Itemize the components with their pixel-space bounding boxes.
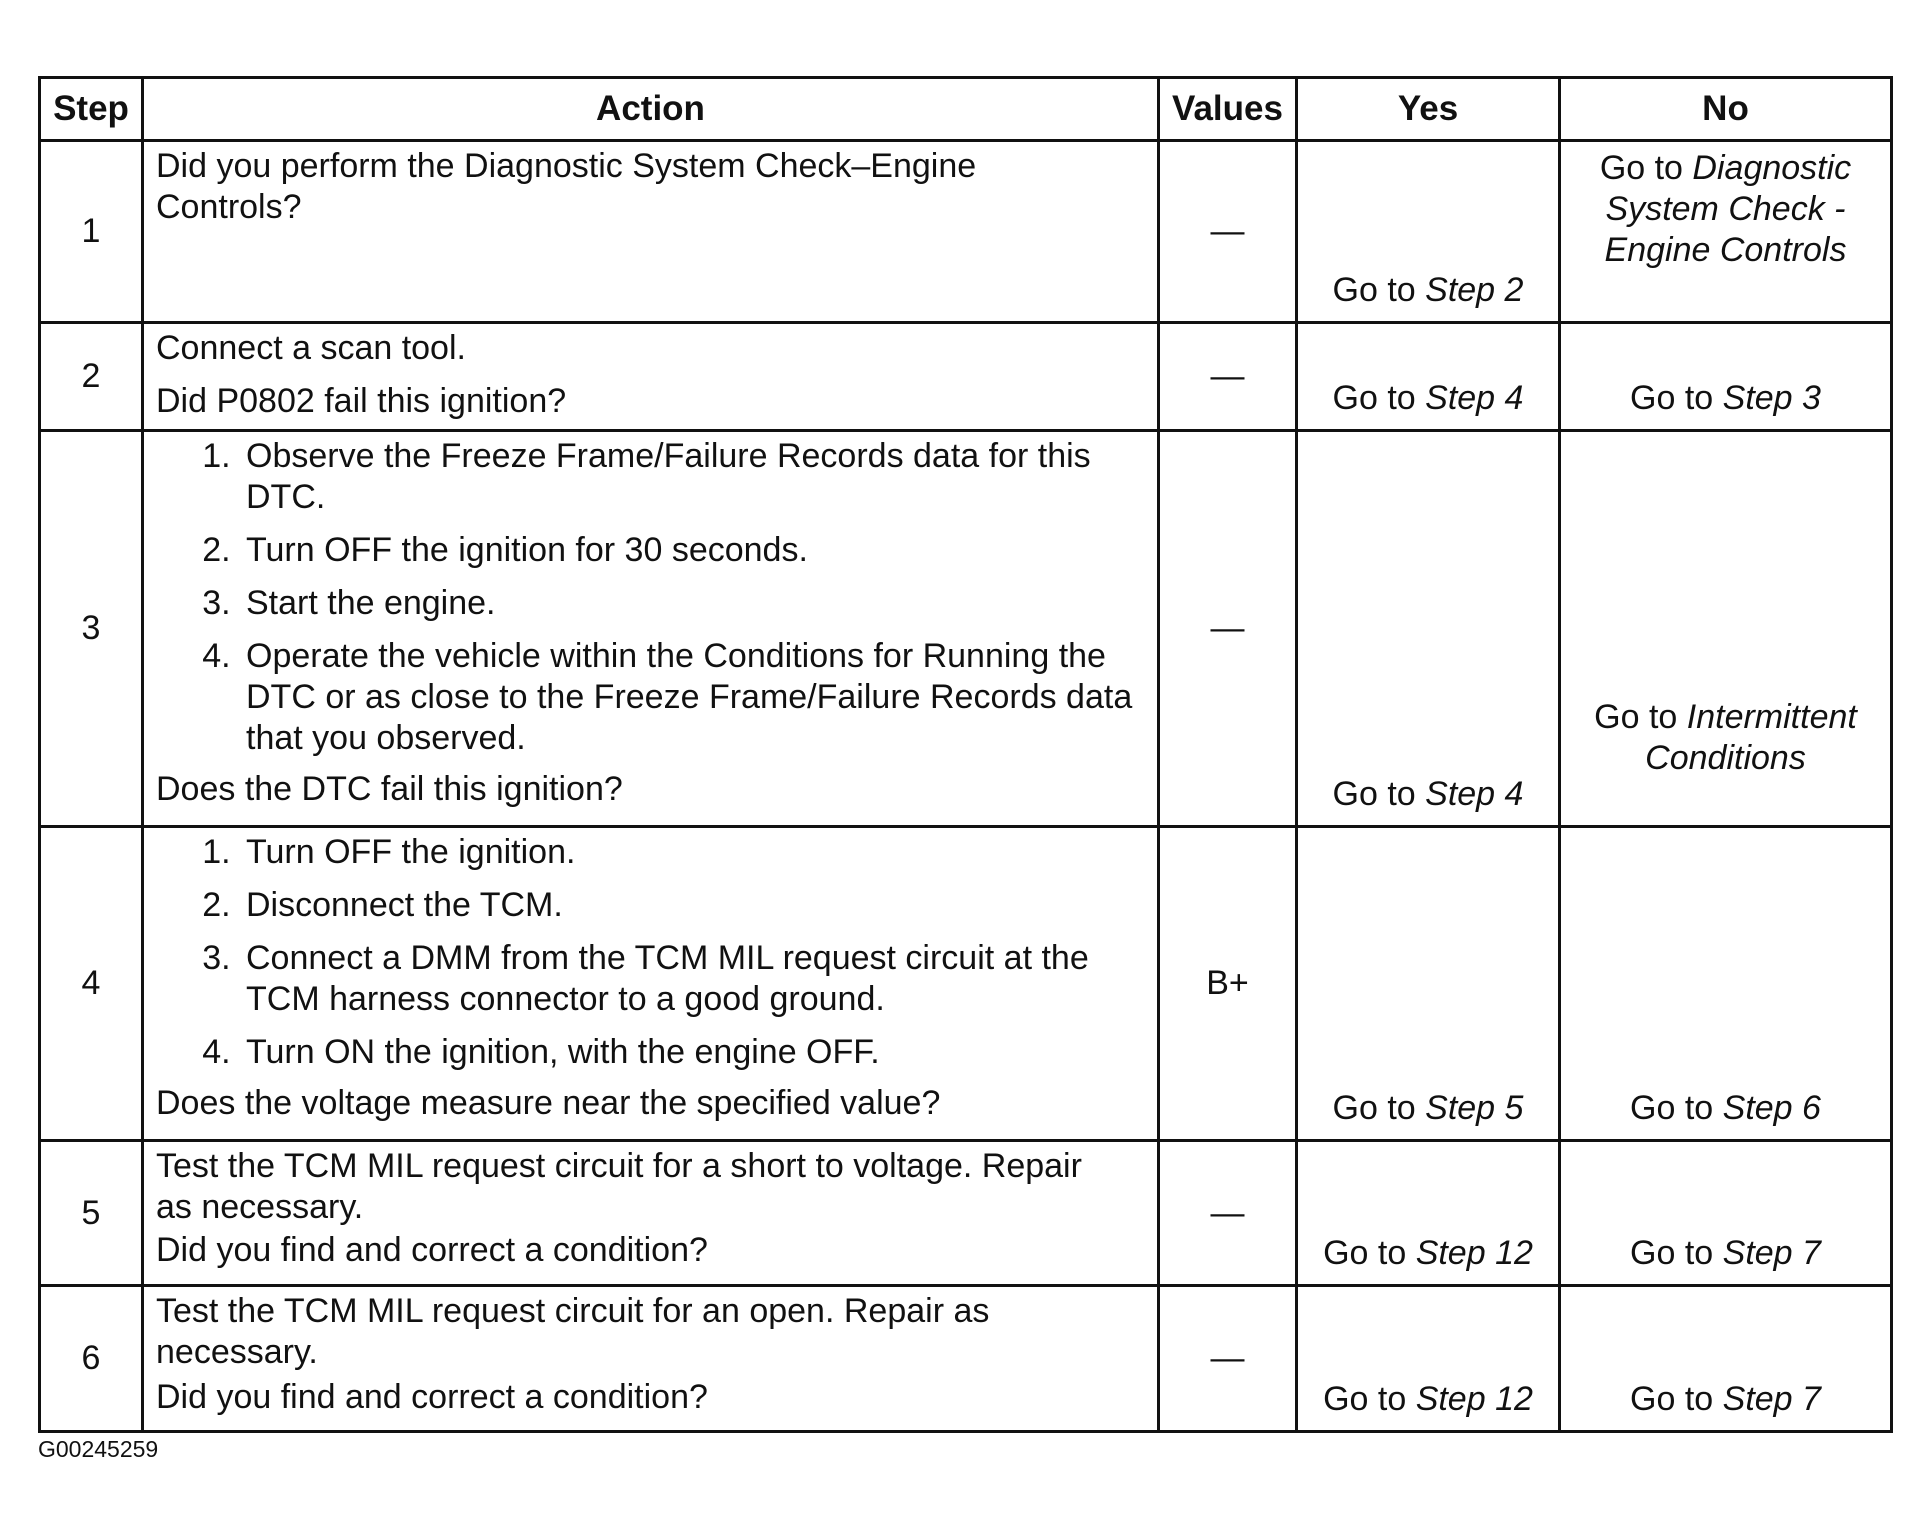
step-number: 4 [40,827,143,1141]
yes-prefix: Go to [1323,1380,1416,1418]
action-step-item: 2. Disconnect the TCM. [240,885,1147,926]
yes-cell [1297,1286,1560,1432]
no-prefix: Go to [1599,149,1693,187]
header-step: Step [40,78,143,141]
header-yes: Yes [1297,78,1560,141]
table-row-step-4 [40,827,1892,1141]
step-number: 6 [40,1286,143,1432]
action-steps-list [156,832,1147,1073]
no-step-link[interactable]: Step 6 [1722,1089,1821,1127]
yes-step-link[interactable]: Step 4 [1425,775,1524,813]
no-step-link[interactable]: Step 3 [1722,379,1821,417]
no-step-link[interactable]: Step 7 [1722,1380,1821,1418]
values-cell: — [1159,1141,1297,1286]
yes-step-link[interactable]: Step 4 [1425,379,1524,417]
table-row-step-2 [40,323,1892,431]
action-step-item: 1. Turn OFF the ignition. [240,832,1147,873]
action-cell [143,1141,1159,1286]
no-prefix: Go to [1630,1089,1723,1127]
action-cell [143,431,1159,827]
no-prefix: Go to [1630,1380,1723,1418]
table-row-step-5 [40,1141,1892,1286]
values-cell: — [1159,323,1297,431]
header-row [40,78,1892,141]
table-row-step-1 [40,141,1892,323]
yes-step-link[interactable]: Step 2 [1425,271,1524,309]
no-cell [1560,141,1892,323]
action-question: Did you find and correct a condition? [156,1231,708,1269]
yes-cell [1297,141,1560,323]
no-step-link[interactable]: Diagnostic System Check - Engine Controls [1604,149,1852,269]
values-cell: — [1159,431,1297,827]
no-cell [1560,323,1892,431]
yes-prefix: Go to [1332,379,1426,417]
yes-step-link[interactable]: Step 12 [1415,1380,1533,1418]
action-step-item: 4. Turn ON the ignition, with the engine OFF. [240,1032,1147,1073]
values-cell: — [1159,1286,1297,1432]
yes-prefix: Go to [1332,775,1426,813]
yes-prefix: Go to [1332,1089,1426,1127]
table-row-step-6 [40,1286,1892,1432]
action-question: Did P0802 fail this ignition? [156,382,567,420]
action-step-item: 2. Turn OFF the ignition for 30 seconds. [240,530,1147,571]
no-cell [1560,431,1892,827]
header-action: Action [143,78,1159,141]
header-no: No [1560,78,1892,141]
yes-cell [1297,323,1560,431]
action-step-item: 1. Observe the Freeze Frame/Failure Records data for this DTC. [240,436,1147,518]
action-text: Test the TCM MIL request circuit for a short to voltage. Repair as necessary. [156,1147,1082,1226]
figure-code: G00245259 [38,1436,159,1462]
no-prefix: Go to [1630,1234,1723,1272]
no-cell [1560,1286,1892,1432]
values-cell: — [1159,141,1297,323]
no-cell [1560,827,1892,1141]
action-cell [143,323,1159,431]
action-step-item: 3. Connect a DMM from the TCM MIL request circuit at the TCM harness connector to a good ground. [240,938,1147,1020]
no-step-link[interactable]: Intermittent Conditions [1645,698,1857,777]
action-step-item: 4. Operate the vehicle within the Conditions for Running the DTC or as close to the Freeze Frame/Failure Records data that you observed. [240,636,1147,759]
step-number: 5 [40,1141,143,1286]
step-number: 3 [40,431,143,827]
action-cell [143,1286,1159,1432]
values-cell: B+ [1159,827,1297,1141]
action-text: Test the TCM MIL request circuit for an open. Repair as necessary. [156,1292,990,1371]
diagnostic-table [38,76,1893,1433]
action-text: Connect a scan tool. [156,329,466,367]
step-number: 2 [40,323,143,431]
yes-step-link[interactable]: Step 5 [1425,1089,1524,1127]
yes-prefix: Go to [1323,1234,1416,1272]
yes-cell [1297,1141,1560,1286]
step-number: 1 [40,141,143,323]
no-prefix: Go to [1594,698,1687,736]
action-step-item: 3. Start the engine. [240,583,1147,624]
yes-step-link[interactable]: Step 12 [1415,1234,1533,1272]
no-step-link[interactable]: Step 7 [1722,1234,1821,1272]
no-prefix: Go to [1630,379,1723,417]
table-row-step-3 [40,431,1892,827]
header-values: Values [1159,78,1297,141]
no-cell [1560,1141,1892,1286]
action-cell [143,827,1159,1141]
yes-cell [1297,827,1560,1141]
action-steps-list [156,436,1147,759]
action-question: Does the DTC fail this ignition? [156,770,623,808]
yes-cell [1297,431,1560,827]
action-question: Did you find and correct a condition? [156,1378,708,1416]
action-text: Did you perform the Diagnostic System Check–Engine Controls? [156,147,977,226]
action-cell [143,141,1159,323]
action-question: Does the voltage measure near the specified value? [156,1084,941,1122]
yes-prefix: Go to [1332,271,1426,309]
